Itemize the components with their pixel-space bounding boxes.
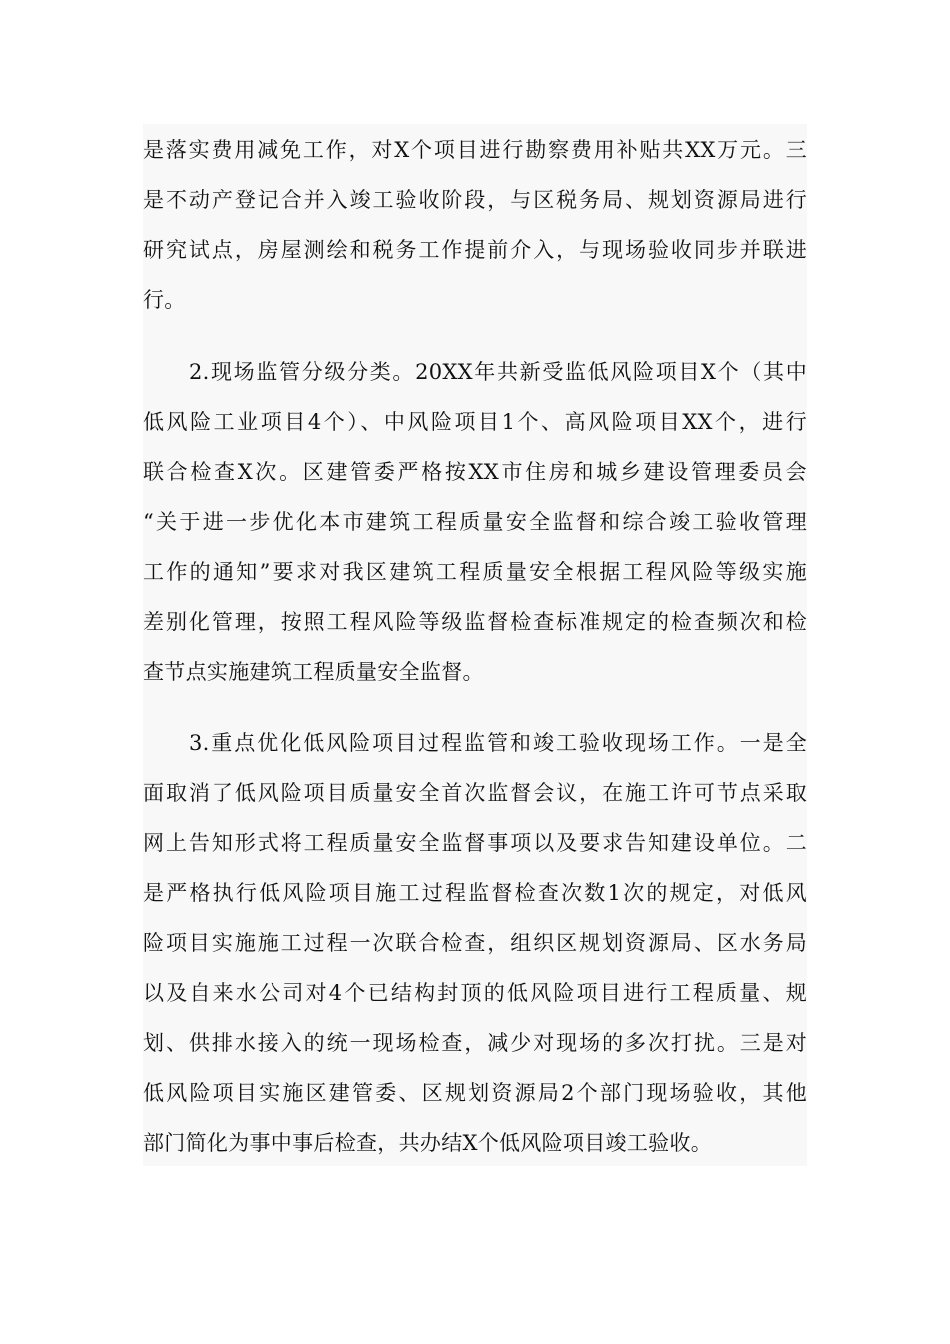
paragraph-3-line-3: 网上告知形式将工程质量安全监督事项以及要求告知建设单位。二 [143, 831, 807, 855]
paragraph-3-line-8: 低风险项目实施区建管委、区规划资源局2个部门现场验收，其他 [143, 1081, 807, 1105]
paragraph-3-line-6: 以及自来水公司对4个已结构封顶的低风险项目进行工程质量、规 [143, 981, 807, 1005]
paragraph-3-line-2: 面取消了低风险项目质量安全首次监督会议，在施工许可节点采取 [143, 781, 807, 805]
paragraph-3-line-4: 是严格执行低风险项目施工过程监督检查次数1次的规定，对低风 [143, 881, 807, 905]
paragraph-3-line-9: 部门简化为事中事后检查，共办结X个低风险项目竣工验收。 [143, 1131, 713, 1155]
paragraph-3-line-5: 险项目实施施工过程一次联合检查，组织区规划资源局、区水务局 [143, 931, 807, 955]
paragraph-1-line-2: 是不动产登记合并入竣工验收阶段，与区税务局、规划资源局进行 [143, 188, 807, 212]
paragraph-2-line-1: 2.现场监管分级分类。20XX年共新受监低风险项目X个（其中 [189, 360, 807, 384]
paragraph-2-line-2: 低风险工业项目4个）、中风险项目1个、高风险项目XX个，进行 [143, 410, 807, 434]
paragraph-2-line-7: 查节点实施建筑工程质量安全监督。 [143, 660, 484, 684]
paragraph-3-line-1: 3.重点优化低风险项目过程监管和竣工验收现场工作。一是全 [189, 731, 807, 755]
paragraph-2-line-6: 差别化管理，按照工程风险等级监督检查标准规定的检查频次和检 [143, 610, 807, 634]
document-body [143, 124, 807, 1166]
paragraph-2-line-3: 联合检查X次。区建管委严格按XX市住房和城乡建设管理委员会 [143, 460, 807, 484]
paragraph-3-line-7: 划、供排水接入的统一现场检查，减少对现场的多次打扰。三是对 [143, 1031, 807, 1055]
paragraph-1-line-4: 行。 [143, 288, 186, 312]
paragraph-1-line-3: 研究试点，房屋测绘和税务工作提前介入，与现场验收同步并联进 [143, 238, 807, 262]
paragraph-1-line-1: 是落实费用减免工作，对X个项目进行勘察费用补贴共XX万元。三 [143, 138, 807, 162]
paragraph-2-line-4: “关于进一步优化本市建筑工程质量安全监督和综合竣工验收管理 [143, 510, 807, 534]
paragraph-2-line-5: 工作的通知”要求对我区建筑工程质量安全根据工程风险等级实施 [143, 560, 807, 584]
